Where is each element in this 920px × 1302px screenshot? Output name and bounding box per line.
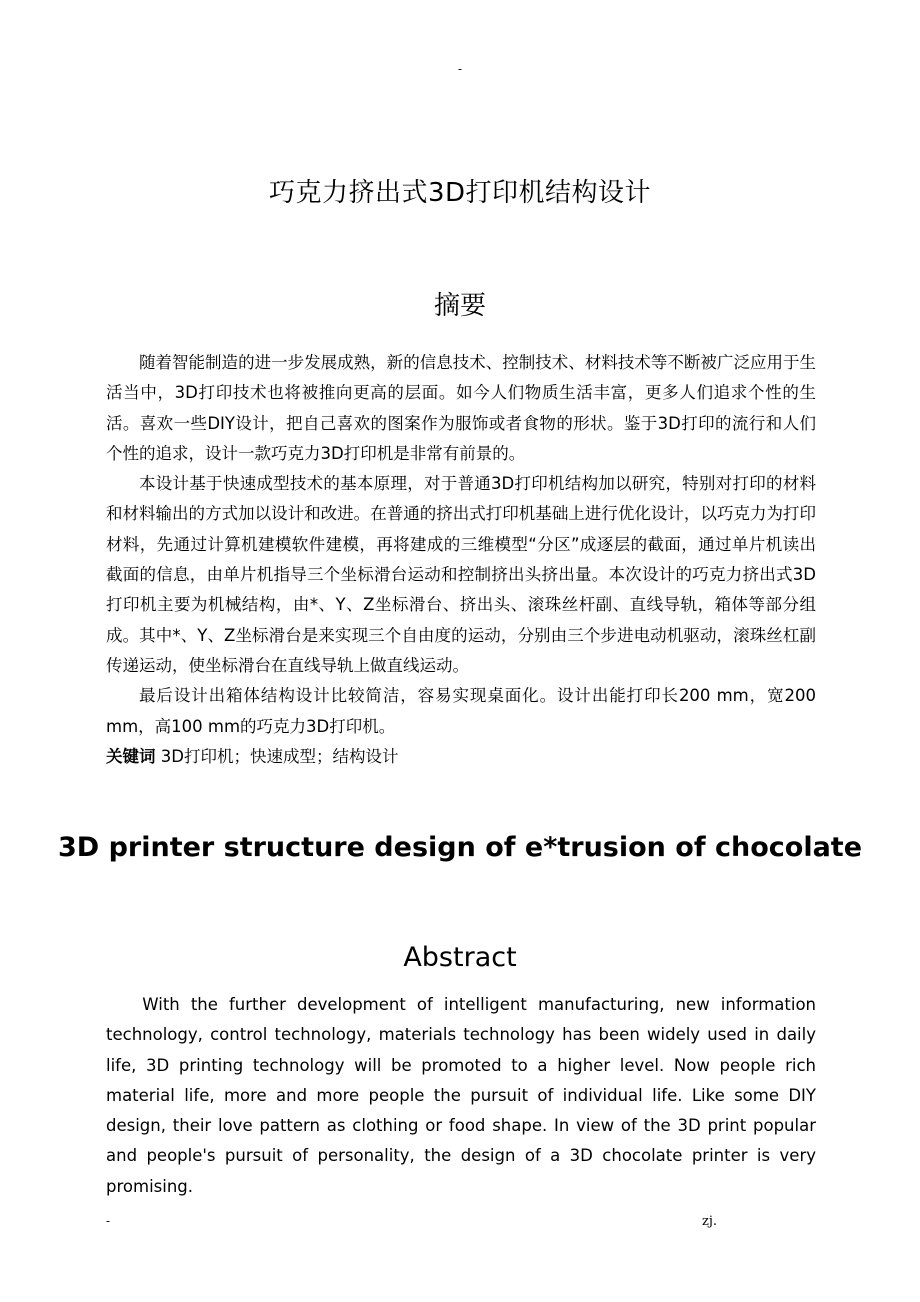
keywords-label: 关键词 <box>106 746 156 766</box>
english-abstract-body <box>106 990 816 1202</box>
chinese-keywords <box>106 742 816 772</box>
chinese-paragraph-3: 最后设计出箱体结构设计比较简洁，容易实现桌面化。设计出能打印长200 mm，宽200 mm，高100 mm的巧克力3D打印机。 <box>106 686 816 736</box>
chinese-paragraph-2: 本设计基于快速成型技术的基本原理，对于普通3D打印机结构加以研究，特别对打印的材料和材料输出的方式加以设计和改进。在普通的挤出式打印机基础上进行优化设计，以巧克力为打印材料，先通过计算机建模软件建模，再将建成的三维模型“分区”成逐层的截面，通过单片机读出截面的信息，由单片机指导三个坐标滑台运动和控制挤出头挤出量。本次设计的巧克力挤出式3D打印机主要为机械结构，由*、Y、Z坐标滑台、挤出头、滚珠丝杆副、直线导轨，箱体等部分组成。其中*、Y、Z坐标滑台是来实现三个自由度的运动，分别由三个步进电动机驱动，滚珠丝杠副传递运动，使坐标滑台在直线导轨上做直线运动。 <box>106 474 816 675</box>
english-abstract-heading: Abstract <box>403 942 517 973</box>
chinese-abstract-body <box>106 348 816 772</box>
footer-left-mark: - <box>106 1214 111 1228</box>
chinese-paragraph-1: 随着智能制造的进一步发展成熟，新的信息技术、控制技术、材料技术等不断被广泛应用于生活当中，3D打印技术也将被推向更高的层面。如今人们物质生活丰富，更多人们追求个性的生活。喜欢一些DIY设计，把自己喜欢的图案作为服饰或者食物的形状。鉴于3D打印的流行和人们个性的追求，设计一款巧克力3D打印机是非常有前景的。 <box>106 353 816 463</box>
header-mark: - <box>457 62 463 76</box>
keywords-text: 3D打印机；快速成型；结构设计 <box>155 746 399 766</box>
chinese-title: 巧克力挤出式3D打印机结构设计 <box>268 178 652 208</box>
footer-right-mark: zj. <box>702 1214 718 1229</box>
chinese-abstract-heading: 摘要 <box>433 291 486 321</box>
english-paragraph: With the further development of intelligent manufacturing, new information technology, control technology, materials technology has been widely used in daily life, 3D printing technology will be promoted to a higher level. Now people rich material life, more and more people the pursuit of individual life. Like some DIY design, their love pattern as clothing or food shape. In view of the 3D print popular and people's pursuit of personality, the design of a 3D chocolate printer is very promising. <box>106 995 816 1196</box>
english-title: 3D printer structure design of e*trusion of chocolate <box>57 832 863 863</box>
